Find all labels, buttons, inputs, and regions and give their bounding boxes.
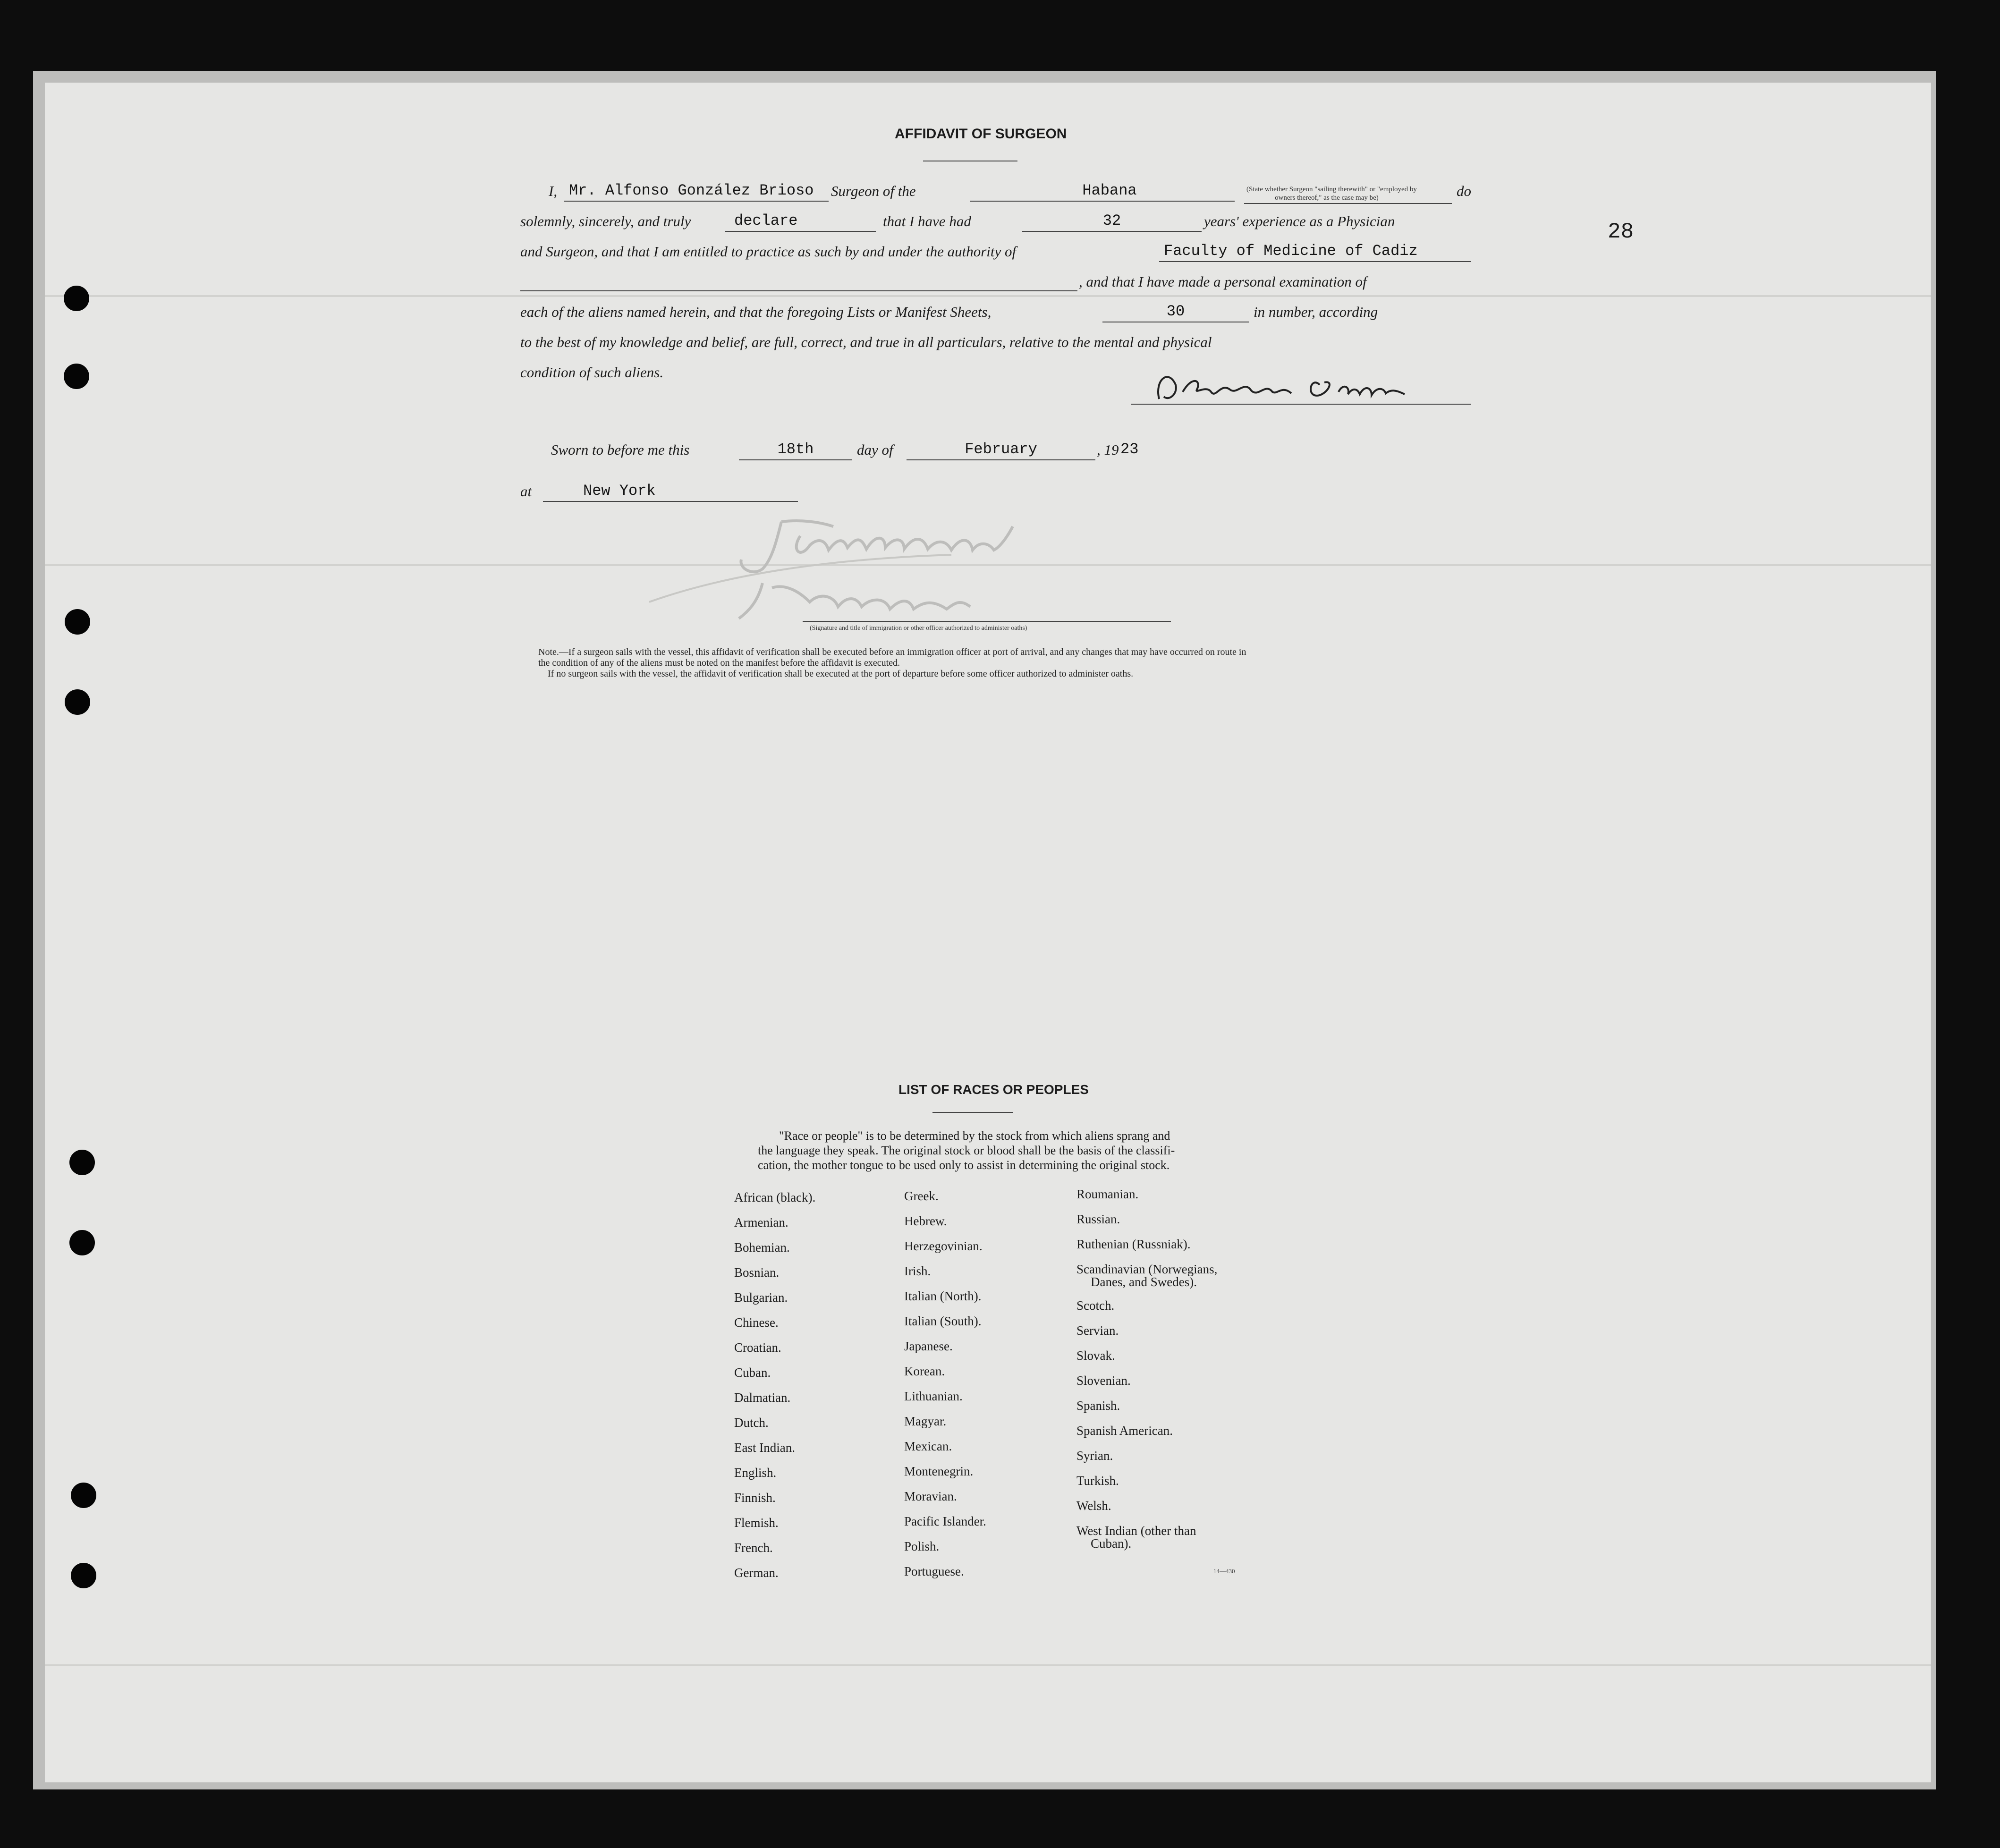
race-item: Italian (South). — [904, 1314, 982, 1328]
race-item: Spanish American. — [1076, 1424, 1173, 1438]
note-line-2: the condition of any of the aliens must be noted on the manifest before the affidavit is executed. — [538, 658, 900, 668]
race-item: English. — [734, 1466, 777, 1480]
fill-line — [725, 231, 876, 232]
sworn-year: 23 — [1120, 441, 1139, 458]
race-item: Slovak. — [1076, 1348, 1115, 1363]
affidavit-text: , 19 — [1097, 441, 1119, 458]
binder-hole — [71, 1483, 96, 1508]
title-rule — [932, 1112, 1013, 1113]
race-item: Japanese. — [904, 1339, 953, 1353]
vessel-name: Habana — [1082, 182, 1137, 199]
affidavit-text: years' experience as a Physician — [1204, 213, 1395, 229]
binder-hole — [65, 609, 90, 635]
race-item: West Indian (other than — [1076, 1524, 1196, 1538]
race-item: German. — [734, 1566, 779, 1580]
affidavit-text: at — [520, 483, 532, 500]
race-item: Russian. — [1076, 1212, 1120, 1226]
race-item: Roumanian. — [1076, 1187, 1139, 1201]
race-item: Portuguese. — [904, 1564, 964, 1578]
races-title: LIST OF RACES OR PEOPLES — [898, 1082, 1089, 1097]
vessel-note: (State whether Surgeon "sailing therewith" or "employed by — [1246, 186, 1417, 193]
race-item: East Indian. — [734, 1441, 795, 1455]
binder-hole — [69, 1230, 95, 1255]
race-item: Bulgarian. — [734, 1290, 788, 1305]
location-field: New York — [583, 482, 656, 500]
affidavit-text: in number, according — [1254, 304, 1378, 320]
affidavit-text: and Surgeon, and that I am entitled to practice as such by and under the authority of — [520, 243, 1017, 260]
intro-line-1: "Race or people" is to be determined by the stock from which aliens sprang and — [779, 1129, 1170, 1143]
race-item: Polish. — [904, 1539, 940, 1553]
affidavit-text: Surgeon of the — [831, 183, 916, 199]
race-item: Bosnian. — [734, 1265, 780, 1280]
binder-hole — [65, 689, 90, 715]
sworn-day: 18th — [777, 441, 814, 458]
intro-line-3: cation, the mother tongue to be used only to assist in determining the original stock. — [758, 1158, 1170, 1172]
fill-line — [970, 201, 1235, 202]
manifest-sheets-count: 30 — [1166, 303, 1185, 320]
race-item: Magyar. — [904, 1414, 947, 1428]
races-intro — [758, 1128, 1324, 1172]
race-item: Danes, and Swedes). — [1091, 1275, 1197, 1289]
race-item: Chinese. — [734, 1315, 779, 1330]
binder-hole — [71, 1563, 96, 1588]
surgeon-signature — [1150, 366, 1452, 408]
race-item: Pacific Islander. — [904, 1514, 986, 1528]
race-item: Armenian. — [734, 1215, 788, 1229]
race-item: Bohemian. — [734, 1240, 790, 1255]
race-item: Dalmatian. — [734, 1390, 791, 1405]
race-item: Finnish. — [734, 1491, 776, 1505]
race-item: Servian. — [1076, 1323, 1119, 1338]
authority-field: Faculty of Medicine of Cadiz — [1164, 242, 1418, 260]
binder-hole — [64, 286, 89, 311]
race-item: African (black). — [734, 1190, 816, 1204]
race-item: Hebrew. — [904, 1214, 947, 1228]
officer-signature-line — [803, 621, 1171, 622]
race-item: Irish. — [904, 1264, 931, 1278]
ghost-rule — [45, 295, 1931, 297]
binder-hole — [64, 364, 89, 389]
race-item: Welsh. — [1076, 1499, 1111, 1513]
affidavit-text: , and that I have made a personal examination of — [1079, 273, 1367, 290]
sworn-month: February — [965, 441, 1037, 458]
affidavit-text: condition of such aliens. — [520, 364, 664, 381]
affidavit-text: that I have had — [883, 213, 971, 229]
race-item: Scotch. — [1076, 1298, 1115, 1313]
affidavit-text: I, — [549, 183, 558, 199]
surgeon-name: Mr. Alfonso González Brioso — [569, 182, 814, 199]
race-item: Spanish. — [1076, 1399, 1120, 1413]
race-item: Cuban. — [734, 1365, 771, 1380]
signature-line — [1131, 404, 1471, 405]
affidavit-text: day of — [857, 441, 893, 458]
affidavit-text: solemnly, sincerely, and truly — [520, 213, 691, 229]
ghost-rule — [45, 1664, 1931, 1666]
race-item: Syrian. — [1076, 1449, 1113, 1463]
race-item: Ruthenian (Russniak). — [1076, 1237, 1191, 1251]
race-item: Lithuanian. — [904, 1389, 963, 1403]
race-item: Flemish. — [734, 1516, 779, 1530]
affidavit-text: to the best of my knowledge and belief, are full, correct, and true in all particulars, relative to the mental and physical — [520, 334, 1212, 350]
race-item: Mexican. — [904, 1439, 952, 1453]
binder-hole — [69, 1150, 95, 1175]
race-item: Greek. — [904, 1189, 939, 1203]
officer-caption: (Signature and title of immigration or other officer authorized to administer oaths) — [810, 625, 1027, 632]
fill-line — [520, 290, 1077, 291]
vessel-note: owners thereof," as the case may be) — [1275, 194, 1379, 202]
race-item: French. — [734, 1541, 773, 1555]
affidavit-text: do — [1457, 183, 1471, 199]
race-item: Turkish. — [1076, 1474, 1119, 1488]
affidavit-text: each of the aliens named herein, and that the foregoing Lists or Manifest Sheets, — [520, 304, 992, 320]
race-item: Scandinavian (Norwegians, — [1076, 1262, 1218, 1276]
race-item: Cuban). — [1091, 1536, 1132, 1551]
intro-line-2: the language they speak. The original stock or blood shall be the basis of the classifi- — [758, 1144, 1175, 1157]
race-item: Dutch. — [734, 1416, 769, 1430]
fill-line — [1244, 203, 1452, 204]
fill-line — [543, 501, 798, 502]
race-item: Korean. — [904, 1364, 945, 1378]
race-item: Montenegrin. — [904, 1464, 974, 1478]
form-number: 14—430 — [1213, 1568, 1235, 1575]
note-line-1: Note.—If a surgeon sails with the vessel, this affidavit of verification shall be executed before an immigration officer at port of arrival, and any changes that may have occurred on route in — [538, 647, 1246, 657]
fill-line — [739, 459, 852, 460]
race-item: Slovenian. — [1076, 1373, 1131, 1388]
years-experience: 32 — [1102, 212, 1121, 229]
fill-line — [564, 201, 829, 202]
document-page — [45, 83, 1931, 1782]
fill-line — [1022, 231, 1202, 232]
fill-line — [1159, 261, 1471, 262]
affidavit-text: Sworn to before me this — [551, 441, 690, 458]
race-item: Italian (North). — [904, 1289, 982, 1303]
declare-field: declare — [734, 212, 798, 229]
race-item: Croatian. — [734, 1340, 781, 1355]
race-item: Moravian. — [904, 1489, 957, 1503]
fill-line — [907, 459, 1095, 460]
page-number: 28 — [1608, 220, 1634, 244]
race-item: Herzegovinian. — [904, 1239, 983, 1253]
note-line-3: If no surgeon sails with the vessel, the affidavit of verification shall be executed at the port of departure before some officer authorized to administer oaths. — [548, 669, 1134, 679]
affidavit-title: AFFIDAVIT OF SURGEON — [895, 126, 1067, 142]
